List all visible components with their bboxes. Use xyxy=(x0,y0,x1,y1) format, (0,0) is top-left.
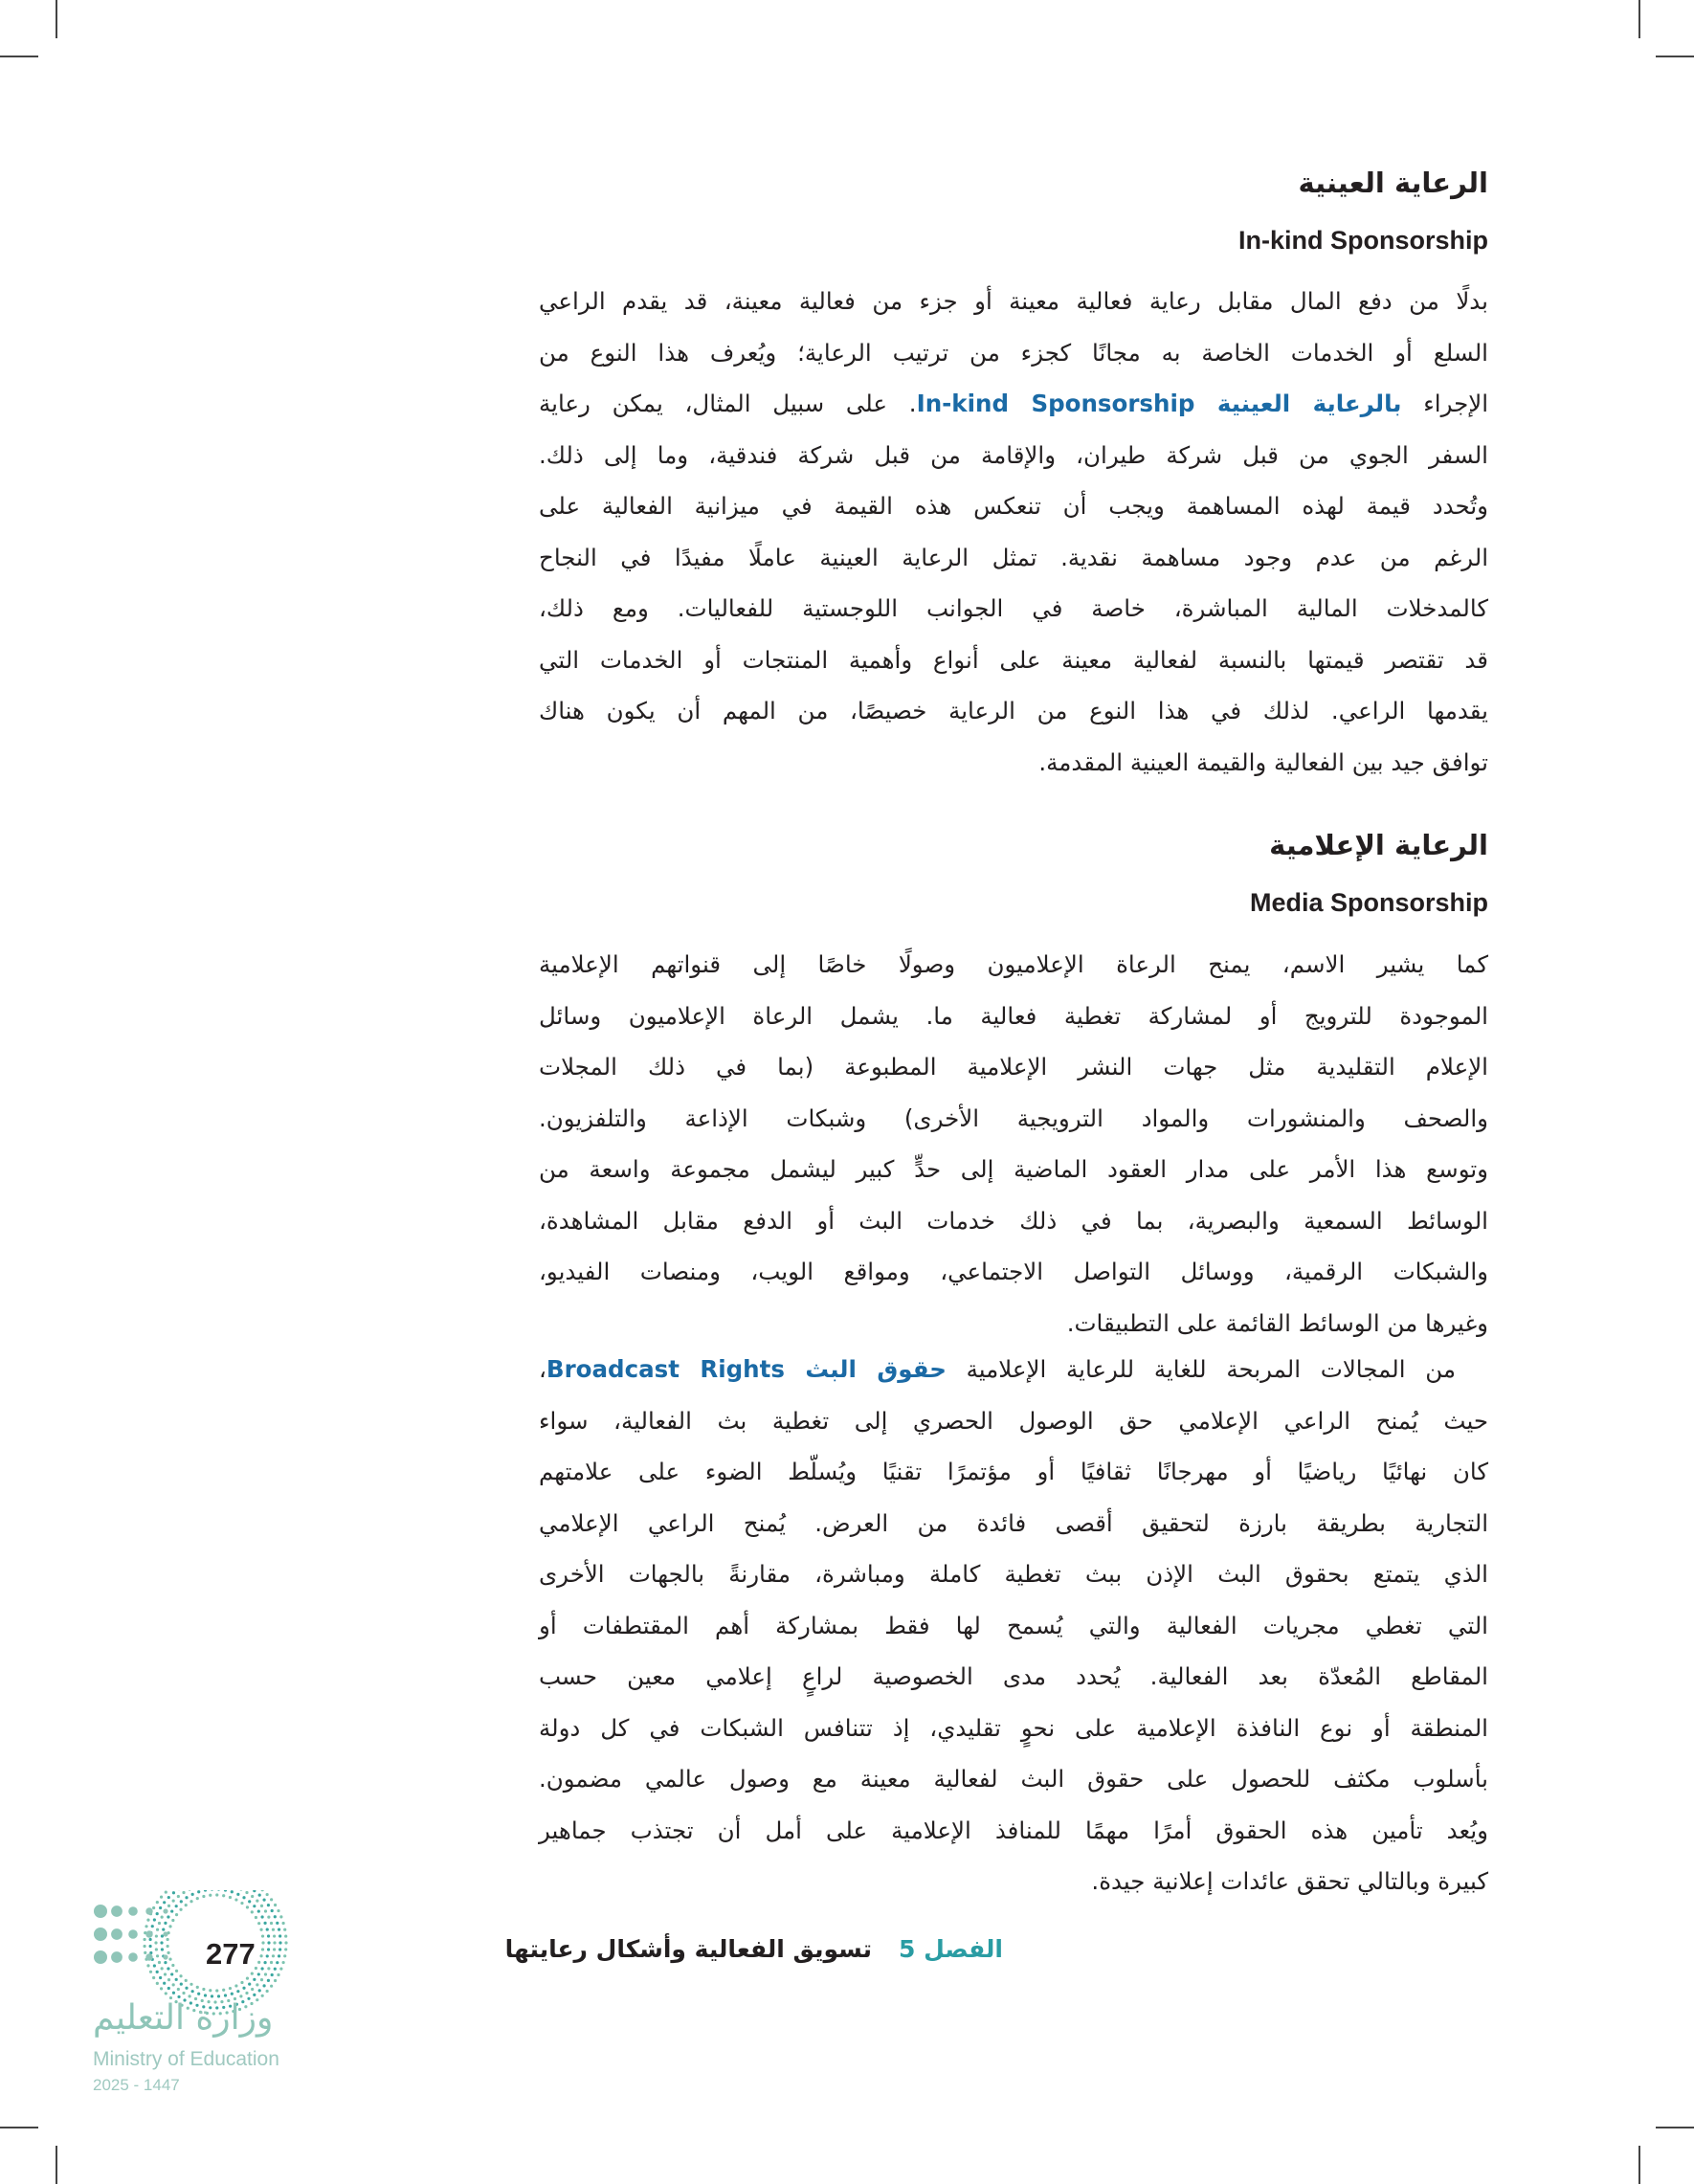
logo-dot xyxy=(204,1890,207,1892)
logo-dot xyxy=(279,1968,282,1971)
logo-dot xyxy=(168,1958,171,1961)
logo-english-text: Ministry of Education xyxy=(93,2048,279,2070)
logo-dot xyxy=(253,1994,256,1996)
logo-dot xyxy=(242,1896,245,1899)
logo-dot xyxy=(245,1992,248,1995)
logo-dot xyxy=(146,1919,149,1922)
logo-dot xyxy=(261,1934,264,1937)
logo-dot xyxy=(211,1995,213,1997)
logo-dot xyxy=(143,1945,145,1948)
text-line xyxy=(539,378,1488,430)
logo-dot xyxy=(156,1901,159,1904)
logo-dot xyxy=(158,1961,161,1964)
text-segment: كالمدخلات المالية المباشرة، خاصة في الجوانب اللوجستية للفعاليات. ومع ذلك، xyxy=(539,594,1488,622)
logo-dot xyxy=(253,1890,256,1892)
text-segment: وتُحدد قيمة لهذه المساهمة ويجب أن تنعكس هذه القيمة في ميزانية الفعالية على xyxy=(539,492,1488,520)
logo-dot xyxy=(167,1915,169,1918)
logo-dot xyxy=(164,1922,167,1925)
text-line xyxy=(539,276,1488,327)
logo-dot xyxy=(167,1938,169,1941)
logo-dot xyxy=(209,1989,212,1992)
logo-dot xyxy=(217,1890,220,1891)
logo-dot xyxy=(266,1928,269,1930)
text-line xyxy=(539,583,1488,635)
text-line xyxy=(539,430,1488,481)
logo-dot xyxy=(146,1964,149,1967)
text-segment: التي تغطي مجريات الفعالية والتي يُسمح لها فقط بمشاركة أهم المقتطفات أو xyxy=(539,1611,1488,1639)
logo-dot xyxy=(179,1908,182,1911)
logo-dot xyxy=(196,1986,199,1989)
text-segment: كان نهائيًا رياضيًا أو مهرجانًا ثقافيًا أو مؤتمرًا تقنيًا ويُسلّط الضوء على علامتهم xyxy=(539,1458,1488,1485)
text-line xyxy=(539,1446,1488,1498)
logo-dot xyxy=(185,1979,188,1982)
text-segment: المقاطع المُعدّة بعد الفعالية. يُحدد مدى الخصوصية لراعٍ إعلامي معين حسب xyxy=(539,1662,1488,1690)
logo-dot xyxy=(170,1972,173,1975)
logo-dot xyxy=(204,1994,207,1996)
logo-dot xyxy=(172,1992,175,1995)
logo-dot xyxy=(160,1896,163,1899)
logo-dot xyxy=(239,1995,242,1997)
logo-dot xyxy=(128,1952,138,1962)
logo-dot xyxy=(259,1928,262,1931)
logo-dot xyxy=(284,1941,287,1944)
logo-dot xyxy=(271,1973,274,1976)
text-segment: السلع أو الخدمات الخاصة به مجانًا كجزء من ترتيب الرعاية؛ ويُعرف هذا النوع من xyxy=(539,338,1488,367)
logo-dot xyxy=(177,1988,180,1991)
logo-dot xyxy=(189,1983,192,1986)
logo-dot xyxy=(175,1970,178,1972)
crop-mark xyxy=(56,0,57,38)
logo-dot xyxy=(215,1893,218,1896)
logo-dot xyxy=(240,1902,243,1905)
text-line xyxy=(539,1093,1488,1145)
text-segment: . على سبيل المثال، يمكن رعاية xyxy=(539,390,917,417)
logo-dot xyxy=(248,1983,251,1986)
logo-dot xyxy=(196,1897,199,1900)
logo-dot xyxy=(258,1893,261,1896)
page-number: 277 xyxy=(206,1937,256,1971)
logo-dot xyxy=(277,1973,279,1976)
logo-dot xyxy=(152,1906,155,1909)
logo-dot xyxy=(253,1905,256,1907)
logo-dot xyxy=(267,1915,270,1918)
logo-dot xyxy=(111,1951,123,1963)
logo-dot xyxy=(189,1900,192,1903)
crop-mark xyxy=(0,2127,38,2128)
logo-dot xyxy=(263,1961,266,1964)
logo-dot xyxy=(274,1904,277,1906)
text-segment: الوسائط السمعية والبصرية، بما في ذلك خدمات البث أو الدفع مقابل المشاهدة، xyxy=(539,1206,1488,1235)
logo-dot xyxy=(172,1983,175,1986)
text-segment: الإجراء xyxy=(1401,390,1489,417)
logo-dot xyxy=(167,1987,170,1990)
text-segment: الموجودة للترويج أو لمشاركة تغطية فعالية ما. يشمل الرعاة الإعلاميون وسائل xyxy=(539,1001,1488,1030)
logo-dot xyxy=(185,1904,188,1906)
chapter-number: الفصل 5 xyxy=(898,1935,1003,1963)
logo-dot xyxy=(156,1928,159,1931)
logo-dot xyxy=(144,1951,146,1954)
text-line xyxy=(539,685,1488,737)
section-heading-arabic: الرعاية العينية xyxy=(1298,167,1488,199)
logo-dot xyxy=(209,1894,212,1897)
logo-dot xyxy=(167,1978,170,1981)
logo-dot xyxy=(231,1890,234,1893)
logo-dot xyxy=(164,1961,167,1964)
logo-dot xyxy=(177,1895,180,1898)
text-line xyxy=(539,1344,1488,1395)
logo-dot xyxy=(256,1983,258,1986)
logo-dot xyxy=(158,1922,161,1925)
text-segment: الذي يتمتع بحقوق البث الإذن ببث تغطية كاملة ومباشرة، مقارنةً بالجهات الأخرى xyxy=(539,1560,1488,1588)
logo-dot xyxy=(239,1890,242,1891)
logo-dot xyxy=(217,1995,220,1997)
text-line xyxy=(539,1041,1488,1093)
logo-dot xyxy=(267,1967,270,1970)
logo-dot xyxy=(188,1890,190,1891)
logo-dot xyxy=(163,1954,167,1959)
logo-dot xyxy=(163,1982,166,1985)
text-segment: الإعلام التقليدية مثل جهات النشر الإعلامية المطبوعة (بما في ذلك المجلات xyxy=(539,1053,1488,1081)
logo-dot xyxy=(278,1928,280,1930)
logo-dot xyxy=(267,1904,270,1906)
text-line xyxy=(539,1600,1488,1652)
logo-dot xyxy=(94,1905,107,1918)
text-segment: قد تقتصر قيمتها بالنسبة لفعالية معينة على أنواع وأهمية المنتجات أو الخدمات التي xyxy=(539,645,1488,674)
logo-dot xyxy=(281,1961,284,1964)
logo-dot xyxy=(161,1915,164,1918)
crop-mark xyxy=(1656,56,1694,57)
logo-dot xyxy=(145,1907,152,1914)
logo-dot xyxy=(273,1948,276,1950)
text-segment: توافق جيد بين الفعالية والقيمة العينية المقدمة. xyxy=(1038,747,1488,776)
text-line xyxy=(539,1856,1488,1907)
crop-mark xyxy=(56,2146,57,2184)
logo-dot xyxy=(270,1898,273,1901)
paragraph xyxy=(539,939,1488,1348)
logo-dot xyxy=(175,1905,178,1907)
logo-dot xyxy=(260,1915,263,1918)
logo-dot xyxy=(274,1915,277,1918)
logo-dot xyxy=(145,1930,152,1937)
logo-dot xyxy=(279,1915,282,1918)
text-line xyxy=(539,1498,1488,1549)
logo-dot xyxy=(277,1909,279,1912)
logo-dot xyxy=(251,1910,254,1913)
logo-dot xyxy=(161,1967,164,1970)
logo-dot xyxy=(271,1909,274,1912)
logo-dot xyxy=(162,1928,165,1930)
logo-year: 2025 - 1447 xyxy=(93,2076,180,2094)
logo-dot xyxy=(267,1979,270,1982)
logo-dot xyxy=(256,1900,258,1903)
logo-dot xyxy=(180,1900,183,1903)
logo-dot xyxy=(145,1953,152,1960)
logo-dot xyxy=(179,1974,182,1977)
text-segment: حيث يُمنح الراعي الإعلامي حق الوصول الحصري إلى تغطية بث الفعالية، سواء xyxy=(539,1406,1488,1435)
logo-dot xyxy=(171,1964,174,1967)
text-segment: يقدمها الراعي. لذلك في هذا النوع من الرعاية خصيصًا، من المهم أن يكون هناك xyxy=(539,697,1488,724)
logo-dot xyxy=(229,1987,232,1990)
logo-dot xyxy=(260,1978,263,1981)
text-line xyxy=(539,480,1488,532)
logo-dot xyxy=(167,1951,169,1954)
text-line xyxy=(539,1805,1488,1857)
logo-dot xyxy=(163,1931,167,1936)
text-line xyxy=(539,327,1488,379)
logo-dot xyxy=(248,1900,251,1903)
logo-dot xyxy=(159,1976,162,1979)
logo-dot xyxy=(231,1993,234,1995)
logo-dot xyxy=(153,1964,156,1967)
text-segment: السفر الجوي من قبل شركة طيران، والإقامة من قبل شركة فندقية، وما إلى ذلك. xyxy=(539,440,1488,469)
logo-dot xyxy=(164,1972,167,1975)
logo-dot xyxy=(188,1995,190,1997)
logo-dot xyxy=(264,1972,267,1975)
logo-dot xyxy=(111,1905,123,1917)
logo-dot xyxy=(155,1948,158,1950)
text-segment: الرغم من عدم وجود مساهمة نقدية. تمثل الرعاية العينية عاملًا مفيدًا في النجاح xyxy=(539,543,1488,571)
logo-dot xyxy=(267,1934,270,1937)
text-segment: وتوسع هذا الأمر على مدار العقود الماضية إلى حدٍّ كبير ليشمل مجموعة واسعة من xyxy=(539,1155,1488,1183)
logo-dot xyxy=(172,1891,175,1894)
logo-dot xyxy=(229,1896,232,1899)
logo-dot xyxy=(263,1922,266,1925)
text-segment: بأسلوب مكثف للحصول على حقوق البث لفعالية معينة مع وصول عالمي مضمون. xyxy=(539,1765,1488,1793)
logo-dot xyxy=(279,1934,281,1937)
logo-dot xyxy=(161,1948,164,1950)
section-heading-arabic: الرعاية الإعلامية xyxy=(1269,829,1488,861)
logo-dot xyxy=(260,1967,263,1970)
logo-dot xyxy=(167,1967,169,1970)
logo-dot xyxy=(262,1899,265,1902)
logo-dot xyxy=(261,1941,264,1944)
logo-dot xyxy=(197,1890,200,1893)
logo-dot xyxy=(222,1989,225,1992)
text-line xyxy=(539,1195,1488,1247)
logo-dot xyxy=(143,1938,145,1941)
logo-dot xyxy=(279,1948,281,1950)
text-line xyxy=(539,1753,1488,1805)
logo-dot xyxy=(224,1994,227,1996)
logo-dot xyxy=(272,1954,275,1957)
logo-dot xyxy=(159,1906,162,1909)
text-segment: ويُعد تأمين هذه الحقوق أمرًا مهمًا للمنافذ الإعلامية على أمل أن تجتذب جماهير xyxy=(539,1816,1488,1844)
logo-dot xyxy=(261,1890,264,1891)
text-line xyxy=(539,1703,1488,1754)
logo-dot xyxy=(259,1954,262,1957)
logo-dot xyxy=(272,1928,275,1931)
logo-dot xyxy=(222,1894,225,1897)
logo-dot xyxy=(154,1941,157,1944)
logo-dot xyxy=(167,1896,170,1899)
logo-dot xyxy=(257,1961,260,1964)
logo-dot xyxy=(94,1950,107,1964)
logo-dot xyxy=(262,1984,265,1987)
logo-dot xyxy=(255,1916,257,1919)
text-segment: التجارية بطريقة بارزة لتحقيق أقصى فائدة من العرض. يُمنح الراعي الإعلامي xyxy=(539,1508,1488,1537)
logo-dot xyxy=(167,1905,170,1907)
logo-dot xyxy=(180,1983,183,1986)
logo-dot xyxy=(191,1893,194,1896)
text-segment: والشبكات الرقمية، ووسائل التواصل الاجتماعي، ومواقع الويب، ومنصات الفيديو، xyxy=(539,1258,1488,1285)
logo-dot xyxy=(251,1972,254,1975)
logo-dot xyxy=(261,1948,264,1950)
logo-dot xyxy=(270,1985,273,1988)
logo-dot xyxy=(253,1978,256,1981)
section-heading-english: In-kind Sponsorship xyxy=(1238,226,1488,255)
logo-dot xyxy=(236,1893,239,1896)
text-line xyxy=(539,1549,1488,1600)
logo-dot xyxy=(267,1941,270,1944)
logo-dot xyxy=(281,1922,284,1925)
logo-dot xyxy=(167,1945,169,1948)
text-line xyxy=(539,1395,1488,1447)
logo-dot xyxy=(242,1987,245,1990)
logo-dot xyxy=(260,1905,263,1907)
logo-dot xyxy=(257,1922,260,1925)
text-segment: وغيرها من الوسائط القائمة على التطبيقات. xyxy=(1066,1308,1488,1337)
logo-dot xyxy=(270,1922,273,1925)
paragraph xyxy=(539,1344,1488,1907)
logo-dot xyxy=(267,1948,270,1950)
highlighted-term: بالرعاية العينية In-kind Sponsorship xyxy=(916,390,1402,417)
logo-dot xyxy=(266,1954,269,1957)
crop-mark xyxy=(1656,2127,1694,2128)
logo-dot xyxy=(182,1992,185,1995)
logo-dot xyxy=(145,1925,147,1928)
logo-dot xyxy=(148,1945,151,1948)
crop-mark xyxy=(1638,2146,1640,2184)
highlighted-term: حقوق البث Broadcast Rights xyxy=(546,1355,947,1383)
text-line xyxy=(539,532,1488,584)
logo-dot xyxy=(163,1908,167,1913)
text-line xyxy=(539,1144,1488,1195)
logo-dot xyxy=(264,1909,267,1912)
text-segment: ، xyxy=(539,1355,546,1383)
text-line xyxy=(539,939,1488,991)
logo-dot xyxy=(172,1900,175,1903)
logo-dot xyxy=(258,1989,261,1992)
logo-dot xyxy=(165,1890,167,1893)
logo-dot xyxy=(111,1928,123,1940)
logo-dot xyxy=(155,1934,158,1937)
logo-dot xyxy=(185,1987,188,1990)
text-line xyxy=(539,1651,1488,1703)
logo-dot xyxy=(273,1941,276,1944)
chapter-title: تسويق الفعالية وأشكال رعايتها xyxy=(504,1935,872,1963)
text-line xyxy=(539,1298,1488,1349)
text-segment: كبيرة وبالتالي تحقق عائدات إعلانية جيدة. xyxy=(1091,1867,1488,1895)
logo-dot xyxy=(94,1928,107,1941)
text-segment: كما يشير الاسم، يمنح الرعاة الإعلاميون وصولًا خاصًا إلى قنواتهم الإعلامية xyxy=(539,950,1488,978)
logo-dot xyxy=(160,1987,163,1990)
text-line xyxy=(539,737,1488,789)
logo-dot xyxy=(246,1905,249,1908)
text-segment: بدلًا من دفع المال مقابل رعاية فعالية معينة أو جزء من فعالية معينة، قد يقدم الراعي xyxy=(539,287,1488,315)
logo-dot xyxy=(175,1913,178,1916)
logo-dot xyxy=(175,1978,178,1981)
logo-dot xyxy=(168,1925,171,1928)
logo-dot xyxy=(128,1929,138,1939)
logo-dot xyxy=(251,1895,254,1898)
logo-dot xyxy=(156,1954,159,1957)
logo-arabic-text: وزارة التعليم xyxy=(93,1998,274,2038)
logo-dot xyxy=(149,1971,152,1973)
logo-dot xyxy=(170,1909,173,1912)
logo-dot xyxy=(257,1972,260,1975)
logo-dot xyxy=(283,1928,286,1931)
logo-dot xyxy=(151,1925,154,1928)
logo-dot xyxy=(152,1976,155,1979)
text-segment: المنطقة أو نوع النافذة الإعلامية على نحوٍ تقليدي، إذ تتنافس الشبكات في كل دولة xyxy=(539,1713,1488,1742)
text-line xyxy=(539,635,1488,686)
logo-dot xyxy=(273,1934,276,1937)
text-line xyxy=(539,991,1488,1042)
logo-dot xyxy=(202,1988,205,1991)
logo-dot xyxy=(191,1990,194,1993)
logo-dot xyxy=(236,1990,239,1993)
logo-dot xyxy=(185,1896,188,1899)
paragraph xyxy=(539,276,1488,788)
logo-dot xyxy=(257,1909,260,1912)
logo-dot xyxy=(160,1941,163,1944)
logo-dot xyxy=(274,1979,277,1982)
logo-dot xyxy=(270,1961,273,1964)
logo-dot xyxy=(274,1968,277,1971)
section-heading-english: Media Sponsorship xyxy=(1249,888,1488,917)
logo-dot xyxy=(156,1912,159,1915)
text-line xyxy=(539,1246,1488,1298)
logo-dot xyxy=(215,1989,218,1992)
logo-dot xyxy=(202,1895,205,1898)
logo-dot xyxy=(234,1984,237,1987)
logo-dot xyxy=(211,1890,213,1891)
logo-dot xyxy=(278,1954,280,1957)
logo-dot xyxy=(276,1961,279,1964)
logo-dot xyxy=(234,1898,237,1901)
logo-dot xyxy=(246,1977,249,1980)
logo-dot xyxy=(156,1971,159,1973)
text-segment: من المجالات المربحة للغاية للرعاية الإعلامية xyxy=(946,1355,1456,1383)
logo-dot xyxy=(284,1948,287,1950)
logo-dot xyxy=(261,1995,264,1997)
logo-dot xyxy=(182,1891,185,1894)
logo-dot xyxy=(279,1941,281,1944)
logo-dot xyxy=(251,1988,254,1991)
logo-dot xyxy=(156,1982,159,1985)
logo-dot xyxy=(245,1891,248,1894)
logo-dot xyxy=(165,1992,167,1995)
logo-dot xyxy=(224,1890,227,1892)
logo-dot xyxy=(266,1990,269,1993)
logo-dot xyxy=(197,1993,200,1995)
logo-dot xyxy=(240,1981,243,1984)
logo-dot xyxy=(128,1906,138,1916)
logo-dot xyxy=(153,1918,156,1921)
logo-dot xyxy=(266,1893,269,1896)
logo-dot xyxy=(163,1901,166,1904)
logo-dot xyxy=(171,1919,174,1922)
logo-dot xyxy=(276,1922,279,1925)
crop-mark xyxy=(0,56,38,57)
running-footer xyxy=(505,1935,1003,1963)
logo-dot xyxy=(148,1938,151,1941)
logo-dot xyxy=(284,1934,287,1937)
logo-dot xyxy=(283,1954,286,1957)
crop-mark xyxy=(1638,0,1640,38)
text-segment: والصحف والمنشورات والمواد الترويجية الأخرى) وشبكات الإذاعة والتلفزيون. xyxy=(539,1103,1488,1132)
